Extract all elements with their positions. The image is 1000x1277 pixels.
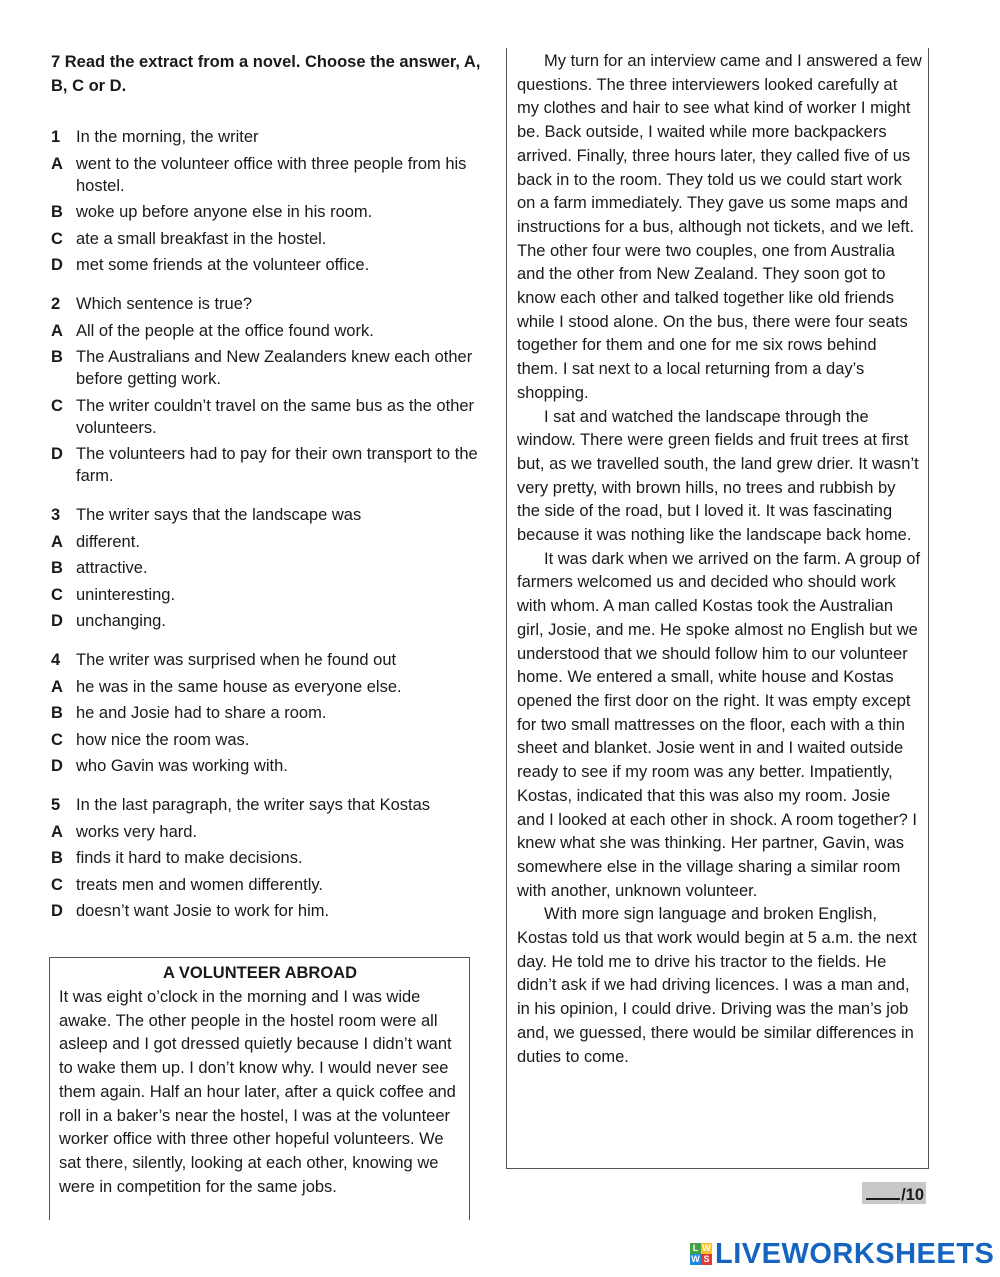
answer-option-3d[interactable] <box>51 610 481 632</box>
option-text: went to the volunteer office with three people from his hostel. <box>76 154 467 195</box>
question-4 <box>51 649 481 777</box>
story-opening-text: It was eight o’clock in the morning and I was wide awake. The other people in the hostel room were all asleep and I got dressed quietly because I didn’t want to wake them up. I don’t know why. I would never see them again. Half an hour later, after a quick coffee and roll in a baker’s near the hostel, I was at the volunteer worker office with three other hopeful volunteers. We sat there, silently, looking at each other, knowing we were in competition for the same jobs. <box>59 988 456 1196</box>
logo-square: W <box>702 1243 711 1253</box>
answer-option-2c[interactable] <box>51 395 481 439</box>
story-paragraph: With more sign language and broken English, Kostas told us that work would begin at 5 a.m. the next day. He told me to drive his tractor to the fields. He didn’t ask if we had driving licences. I was a man and, in his opinion, I could drive. Driving was the man’s job and, we guessed, there would be similar differences in duties to come. <box>517 905 917 1066</box>
question-list <box>51 126 481 922</box>
option-letter: D <box>51 256 63 274</box>
score-box[interactable] <box>862 1182 926 1204</box>
answer-option-3a[interactable] <box>51 531 481 553</box>
option-text: attractive. <box>76 559 148 577</box>
answer-option-5d[interactable] <box>51 900 481 922</box>
answer-option-4a[interactable] <box>51 676 481 698</box>
answer-option-4c[interactable] <box>51 729 481 751</box>
option-text: unchanging. <box>76 612 166 630</box>
option-text: The volunteers had to pay for their own transport to the farm. <box>76 445 478 485</box>
option-text: The writer couldn’t travel on the same bus as the other volunteers. <box>76 396 475 437</box>
question-text: Which sentence is true? <box>76 295 253 313</box>
answer-option-1a[interactable] <box>51 153 481 197</box>
option-text: met some friends at the volunteer office. <box>76 256 370 274</box>
answer-option-5a[interactable] <box>51 821 481 843</box>
answer-option-2d[interactable] <box>51 443 481 487</box>
question-text: In the morning, the writer <box>76 128 259 146</box>
question-1 <box>51 126 481 276</box>
story-paragraph: I sat and watched the landscape through the window. There were green fields and fruit trees at first but, as we travelled south, the land grew drier. It wasn’t very pretty, with brown hills, no trees and rubbish by the side of the road, but I loved it. It was fascinating because it was nothing like the landscape back home. <box>517 407 919 545</box>
option-letter: D <box>51 445 63 463</box>
question-number: 2 <box>51 295 61 313</box>
questions-column <box>51 50 481 927</box>
option-text: The Australians and New Zealanders knew each other before getting work. <box>76 348 473 388</box>
option-letter: A <box>51 321 63 340</box>
option-text: how nice the room was. <box>76 730 250 749</box>
story-opening-box <box>49 957 470 1220</box>
question-number: 5 <box>51 796 61 814</box>
logo-square: W <box>691 1254 700 1264</box>
option-letter: D <box>51 757 63 775</box>
option-letter: A <box>51 822 63 841</box>
question-text: The writer says that the landscape was <box>76 506 362 524</box>
score-blank[interactable] <box>866 1182 900 1200</box>
story-paragraph: My turn for an interview came and I answered a few questions. The three interviewers looked carefully at my clothes and hair to see what kind of worker I might be. Back outside, I waited while more backpackers arrived. Finally, three hours later, they called five of us back in to the room. They told us we could start work on a farm immediately. They gave us some maps and instructions for a bus, although not tickets, and we left. The other four were two couples, one from Australia and the other from New Zealand. They soon got to know each other and talked together like old friends while I stood alone. On the bus, there were four seats together for them and one for me six rows behind them. I sat next to a local returning from a day’s shopping. <box>517 52 922 402</box>
question-3 <box>51 504 481 632</box>
answer-option-3c[interactable] <box>51 584 481 606</box>
question-2 <box>51 293 481 487</box>
exercise-heading: 7 Read the extract from a novel. Choose the answer, A, B, C or D. <box>51 53 481 95</box>
option-letter: C <box>51 229 63 248</box>
question-number: 3 <box>51 506 61 524</box>
answer-option-4b[interactable] <box>51 702 481 724</box>
option-text: he and Josie had to share a room. <box>76 704 327 722</box>
brand-name: LIVEWORKSHEETS <box>715 1237 995 1270</box>
option-text: All of the people at the office found work. <box>76 321 374 340</box>
logo-square: S <box>701 1254 712 1265</box>
option-text: woke up before anyone else in his room. <box>76 203 373 221</box>
liveworksheets-logo-icon <box>690 1243 712 1265</box>
option-letter: B <box>51 704 63 722</box>
answer-option-2b[interactable] <box>51 346 481 390</box>
story-continuation-box <box>506 48 929 1169</box>
question-stem <box>51 649 481 671</box>
question-text: In the last paragraph, the writer says that Kostas <box>76 796 431 814</box>
answer-option-1d[interactable] <box>51 254 481 276</box>
option-text: uninteresting. <box>76 585 176 604</box>
option-text: treats men and women differently. <box>76 875 324 894</box>
answer-option-1c[interactable] <box>51 228 481 250</box>
answer-option-5b[interactable] <box>51 847 481 869</box>
option-text: finds it hard to make decisions. <box>76 849 303 867</box>
brand-footer <box>690 1238 994 1270</box>
option-letter: B <box>51 203 63 221</box>
answer-option-5c[interactable] <box>51 874 481 896</box>
question-text: The writer was surprised when he found out <box>76 651 397 669</box>
option-letter: C <box>51 396 63 415</box>
question-number: 4 <box>51 651 61 669</box>
option-text: different. <box>76 532 140 551</box>
option-letter: C <box>51 730 63 749</box>
option-letter: C <box>51 875 63 894</box>
option-text: ate a small breakfast in the hostel. <box>76 229 327 248</box>
option-text: he was in the same house as everyone else. <box>76 677 402 696</box>
option-letter: D <box>51 612 63 630</box>
option-letter: C <box>51 585 63 604</box>
story-paragraph: It was dark when we arrived on the farm. A group of farmers welcomed us and decided who should work with whom. A man called Kostas took the Australian girl, Josie, and me. He spoke almost no English but we understood that we should follow him to our volunteer home. We entered a small, white house and Kostas opened the first door on the right. It was empty except for two small mattresses on the floor, each with a thin sheet and blanket. Josie went in and I waited outside ready to see if my room was any better. Impatiently, Kostas, indicated that this was also my room. Josie and I looked at each other in shock. A room together? I knew what she was thinking. Her partner, Gavin, was somewhere else in the village sharing a similar room with another, unknown volunteer. <box>517 549 921 900</box>
question-number: 1 <box>51 128 61 146</box>
option-letter: A <box>51 677 63 696</box>
story-title: A VOLUNTEER ABROAD <box>162 964 358 982</box>
option-letter: B <box>51 348 63 366</box>
answer-option-3b[interactable] <box>51 557 481 579</box>
option-letter: D <box>51 902 63 920</box>
logo-square: L <box>690 1243 701 1254</box>
answer-option-2a[interactable] <box>51 320 481 342</box>
answer-option-1b[interactable] <box>51 201 481 223</box>
option-letter: B <box>51 559 63 577</box>
option-text: works very hard. <box>76 822 198 841</box>
question-stem <box>51 126 481 148</box>
question-stem <box>51 504 481 526</box>
score-total: /10 <box>901 1186 924 1204</box>
answer-option-4d[interactable] <box>51 755 481 777</box>
option-letter: B <box>51 849 63 867</box>
option-text: who Gavin was working with. <box>76 757 288 775</box>
question-stem <box>51 794 481 816</box>
option-letter: A <box>51 532 63 551</box>
option-text: doesn’t want Josie to work for him. <box>76 902 330 920</box>
question-5 <box>51 794 481 922</box>
option-letter: A <box>51 154 63 173</box>
question-stem <box>51 293 481 315</box>
